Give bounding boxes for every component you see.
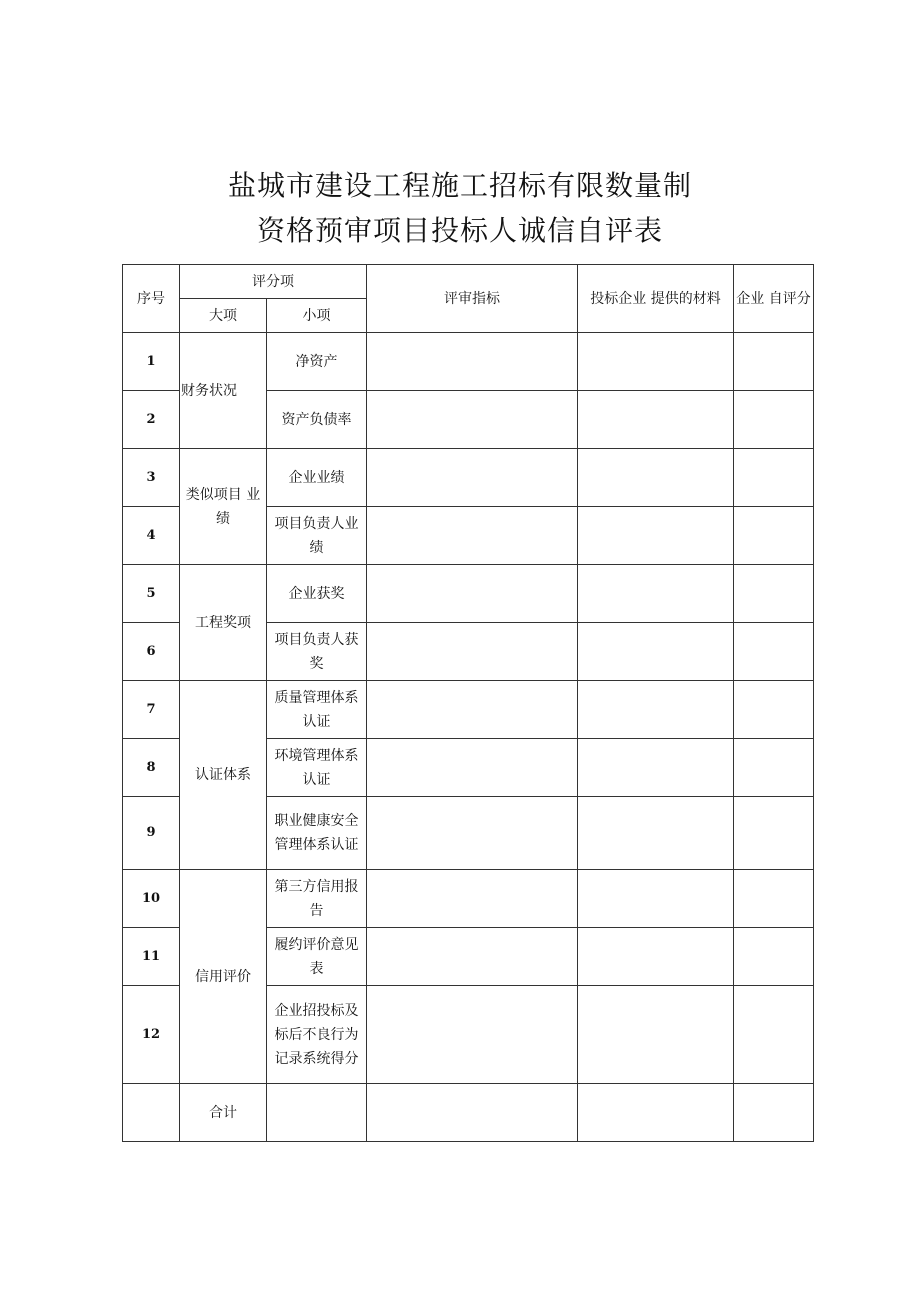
materials-cell (578, 507, 734, 565)
self-score-cell (734, 928, 814, 986)
criteria-cell (367, 739, 578, 797)
criteria-cell (367, 986, 578, 1084)
row-number: 7 (123, 681, 180, 739)
form-title-line-2: 资格预审项目投标人诚信自评表 (256, 214, 663, 247)
row-item: 资产负债率 (267, 391, 367, 449)
header-criteria: 评审指标 (367, 265, 578, 333)
self-score-cell (734, 797, 814, 870)
self-score-cell (734, 681, 814, 739)
total-label: 合计 (180, 1084, 267, 1142)
row-number: 12 (123, 986, 180, 1084)
criteria-cell (367, 623, 578, 681)
self-score-cell (734, 739, 814, 797)
row-number: 9 (123, 797, 180, 870)
row-number: 11 (123, 928, 180, 986)
row-number: 3 (123, 449, 180, 507)
header-self-score: 企业 自评分 (734, 265, 814, 333)
materials-cell (578, 333, 734, 391)
total-seq-cell (123, 1084, 180, 1142)
self-score-cell (734, 391, 814, 449)
total-minor-cell (267, 1084, 367, 1142)
self-score-cell (734, 986, 814, 1084)
criteria-cell (367, 449, 578, 507)
row-item: 职业健康安全管理体系认证 (267, 797, 367, 870)
materials-cell (578, 870, 734, 928)
header-minor: 小项 (267, 299, 367, 333)
header-materials: 投标企业 提供的材料 (578, 265, 734, 333)
row-number: 8 (123, 739, 180, 797)
row-item: 企业招投标及标后不良行为记录系统得分 (267, 986, 367, 1084)
row-item: 质量管理体系认证 (267, 681, 367, 739)
materials-cell (578, 986, 734, 1084)
row-item: 履约评价意见表 (267, 928, 367, 986)
self-score-cell (734, 333, 814, 391)
criteria-cell (367, 928, 578, 986)
materials-cell (578, 928, 734, 986)
materials-cell (578, 681, 734, 739)
criteria-cell (367, 333, 578, 391)
row-item: 企业业绩 (267, 449, 367, 507)
row-number: 10 (123, 870, 180, 928)
materials-cell (578, 449, 734, 507)
group-similar-projects: 类似项目 业绩 (180, 449, 267, 565)
criteria-cell (367, 870, 578, 928)
form-title-line-1: 盐城市建设工程施工招标有限数量制 (227, 169, 692, 202)
self-score-cell (734, 507, 814, 565)
materials-cell (578, 565, 734, 623)
criteria-cell (367, 565, 578, 623)
row-item: 第三方信用报告 (267, 870, 367, 928)
self-score-cell (734, 623, 814, 681)
total-self-score-cell (734, 1084, 814, 1142)
row-item: 企业获奖 (267, 565, 367, 623)
group-certification: 认证体系 (180, 681, 267, 870)
criteria-cell (367, 391, 578, 449)
criteria-cell (367, 797, 578, 870)
materials-cell (578, 623, 734, 681)
self-evaluation-table (122, 264, 814, 1142)
criteria-cell (367, 681, 578, 739)
row-item: 环境管理体系认证 (267, 739, 367, 797)
materials-cell (578, 391, 734, 449)
criteria-cell (367, 507, 578, 565)
row-number: 2 (123, 391, 180, 449)
group-credit: 信用评价 (180, 870, 267, 1084)
header-score-item: 评分项 (180, 265, 367, 299)
row-item: 项目负责人业绩 (267, 507, 367, 565)
group-finance: 财务状况 (180, 333, 267, 449)
header-seq: 序号 (123, 265, 180, 333)
self-score-cell (734, 565, 814, 623)
group-awards: 工程奖项 (180, 565, 267, 681)
header-major: 大项 (180, 299, 267, 333)
row-number: 1 (123, 333, 180, 391)
total-criteria-cell (367, 1084, 578, 1142)
self-score-cell (734, 870, 814, 928)
row-number: 5 (123, 565, 180, 623)
total-materials-cell (578, 1084, 734, 1142)
row-item: 项目负责人获奖 (267, 623, 367, 681)
row-item: 净资产 (267, 333, 367, 391)
materials-cell (578, 797, 734, 870)
materials-cell (578, 739, 734, 797)
self-score-cell (734, 449, 814, 507)
row-number: 4 (123, 507, 180, 565)
row-number: 6 (123, 623, 180, 681)
